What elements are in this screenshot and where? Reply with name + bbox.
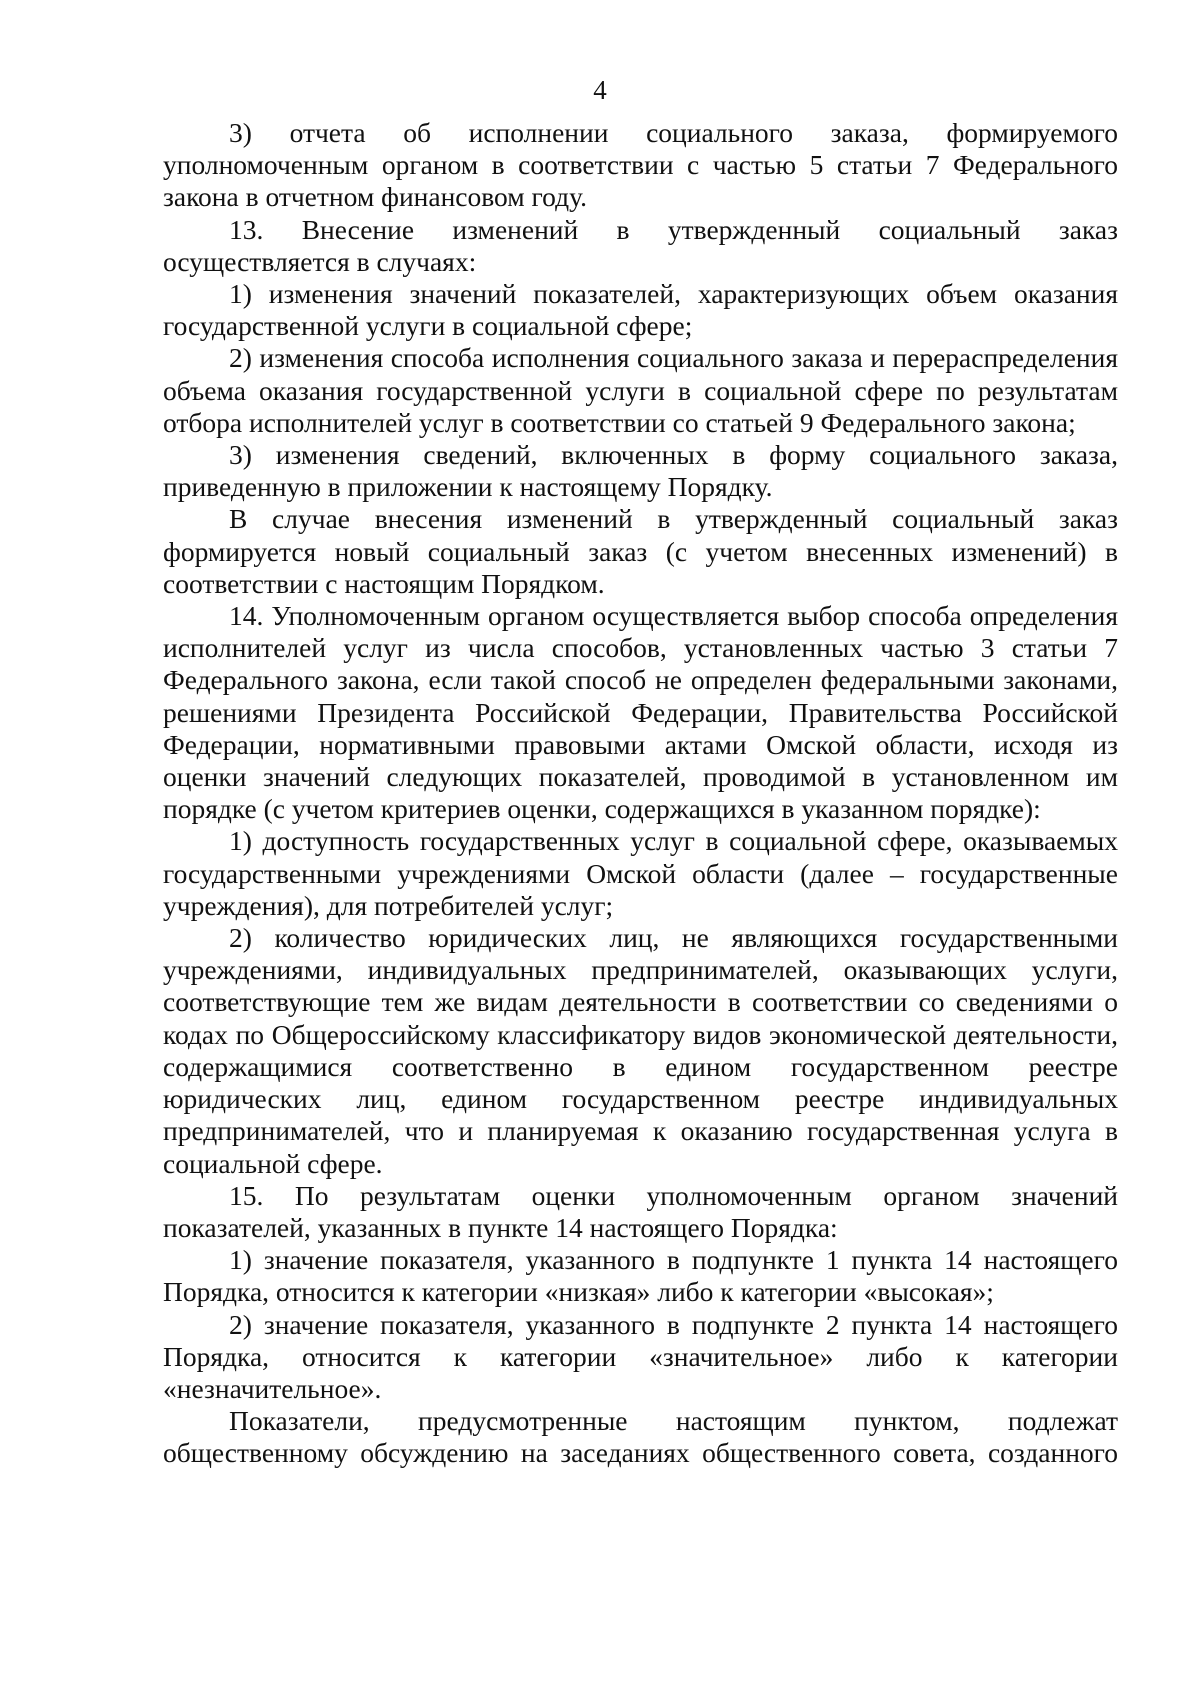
paragraph-15-2: 2) значение показателя, указанного в подпункте 2 пункта 14 настоящего Порядка, относится к категории «значительное» либо к категории «незначительное».	[163, 1308, 1118, 1404]
paragraph-13-new-order: В случае внесения изменений в утвержденный социальный заказ формируется новый социальный заказ (с учетом внесенных изменений) в соответствии с настоящим Порядком.	[163, 503, 1118, 599]
paragraph-15-1: 1) значение показателя, указанного в подпункте 1 пункта 14 настоящего Порядка, относится к категории «низкая» либо к категории «высокая»;	[163, 1244, 1118, 1308]
paragraph-15-public-discussion: Показатели, предусмотренные настоящим пунктом, подлежат общественному обсуждению на заседаниях общественного совета, созданного	[163, 1405, 1118, 1469]
paragraph-14-2: 2) количество юридических лиц, не являющихся государственными учреждениями, индивидуальных предпринимателей, оказывающих услуги, соответствующие тем же видам деятельности в соответствии со сведениями о кодах по Общероссийскому классификатору видов экономической деятельности, содержащимися соответственно в едином государственном реестре юридических лиц, едином государственном реестре индивидуальных предпринимателей, что и планируемая к оказанию государственная услуга в социальной сфере.	[163, 922, 1118, 1179]
document-body	[163, 117, 1118, 1470]
paragraph-3-report: 3) отчета об исполнении социального заказа, формируемого уполномоченным органом в соответствии с частью 5 статьи 7 Федерального закона в отчетном финансовом году.	[163, 117, 1118, 213]
paragraph-13-1: 1) изменения значений показателей, характеризующих объем оказания государственной услуги в социальной сфере;	[163, 278, 1118, 342]
paragraph-13-amendments: 13. Внесение изменений в утвержденный социальный заказ осуществляется в случаях:	[163, 213, 1118, 277]
paragraph-13-2: 2) изменения способа исполнения социального заказа и перераспределения объема оказания государственной услуги в социальной сфере по результатам отбора исполнителей услуг в соответствии со статьей 9 Федерального закона;	[163, 342, 1118, 438]
paragraph-14-1: 1) доступность государственных услуг в социальной сфере, оказываемых государственными учреждениями Омской области (далее – государственные учреждения), для потребителей услуг;	[163, 825, 1118, 921]
paragraph-14-method-selection: 14. Уполномоченным органом осуществляется выбор способа определения исполнителей услуг из числа способов, установленных частью 3 статьи 7 Федерального закона, если такой способ не определен федеральными законами, решениями Президента Российской Федерации, Правительства Российской Федерации, нормативными правовыми актами Омской области, исходя из оценки значений следующих показателей, проводимой в установленном им порядке (с учетом критериев оценки, содержащихся в указанном порядке):	[163, 600, 1118, 825]
page-number: 4	[593, 75, 607, 105]
paragraph-15-results: 15. По результатам оценки уполномоченным органом значений показателей, указанных в пункте 14 настоящего Порядка:	[163, 1179, 1118, 1243]
paragraph-13-3: 3) изменения сведений, включенных в форму социального заказа, приведенную в приложении к настоящему Порядку.	[163, 439, 1118, 503]
